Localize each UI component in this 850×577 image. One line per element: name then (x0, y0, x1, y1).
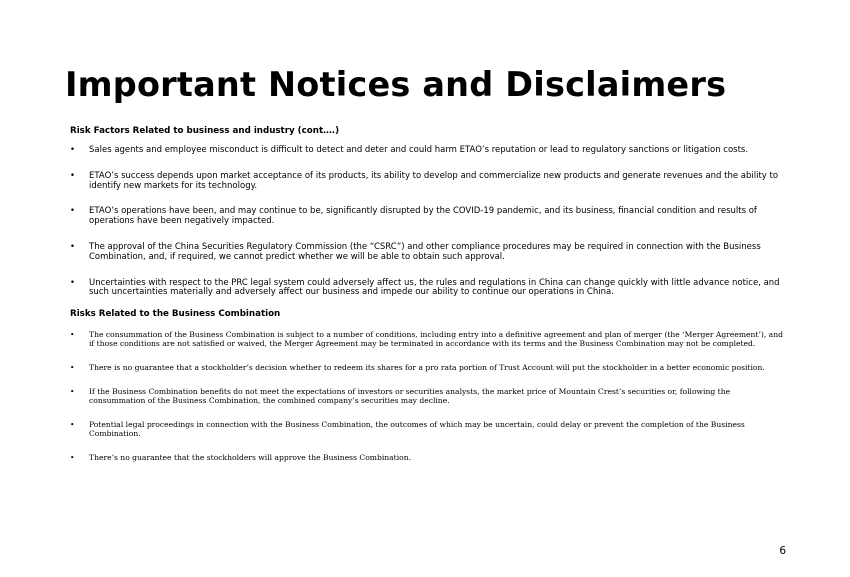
business-combination-risks-section (70, 309, 785, 462)
bullet-marker: • (70, 170, 76, 181)
bullet-text: There is no guarantee that a stockholder’s decision whether to redeem its shares for a pro rata portion of Trust Account will put the stockholder in a better economic position. (89, 362, 765, 372)
bullet-list (70, 146, 785, 298)
slide-content (70, 126, 785, 462)
section-heading: Risks Related to the Business Combination (70, 309, 281, 320)
bullet-marker: • (70, 452, 75, 462)
bullet-text: There’s no guarantee that the stockholders will approve the Business Combination. (89, 452, 412, 462)
bullet-marker: • (70, 206, 76, 217)
bullet-marker: • (70, 419, 75, 429)
bullet-item (70, 388, 785, 406)
bullet-text: If the Business Combination benefits do not meet the expectations of investors or securities analysts, the market price of Mountain Crest’s securities or, following the consummation of the Business Combination, the combined company’s securities may decline. (89, 386, 731, 405)
bullet-marker: • (70, 145, 76, 155)
bullet-marker: • (70, 386, 75, 396)
bullet-text: Potential legal proceedings in connection with the Business Combination, the outcomes of which may be uncertain, could delay or prevent the completion of the Business Combination. (89, 419, 745, 438)
bullet-marker: • (70, 241, 76, 252)
bullet-text: Sales agents and employee misconduct is difficult to detect and deter and could harm ETAO’s reputation or lead to regulatory sanctions or litigation costs. (89, 145, 749, 155)
bullet-item (70, 146, 785, 156)
section-heading: Risk Factors Related to business and industry (cont….) (70, 126, 340, 136)
bullet-item (70, 454, 785, 463)
bullet-text: ETAO’s success depends upon market acceptance of its products, its ability to develop and commercialize new products and generate revenues and the ability to identify new markets for its technology. (89, 170, 779, 191)
risk-factors-business-section (70, 126, 785, 298)
bullet-item (70, 243, 785, 263)
bullet-text: Uncertainties with respect to the PRC legal system could adversely affect us, the rules and regulations in China can change quickly with little advance notice, and such uncertainties materially and adversely affect our business and impede our ability to continue our operations in China. (89, 277, 780, 298)
bullet-marker: • (70, 277, 76, 288)
page-number: 6 (779, 545, 786, 557)
bullet-item (70, 331, 785, 349)
bullet-list (70, 331, 785, 462)
bullet-text: ETAO’s operations have been, and may continue to be, significantly disrupted by the COVID-19 pandemic, and its business, financial condition and results of operations have been negatively impacted. (89, 206, 757, 227)
bullet-item (70, 172, 785, 192)
bullet-item (70, 207, 785, 227)
bullet-marker: • (70, 330, 75, 340)
bullet-text: The approval of the China Securities Regulatory Commission (the “CSRC”) and other compliance procedures may be required in connection with the Business Combination, and, if required, we cannot predict whether we will be able to obtain such approval. (89, 241, 761, 262)
bullet-item (70, 364, 785, 373)
bullet-item (70, 421, 785, 439)
bullet-marker: • (70, 362, 75, 372)
bullet-text: The consummation of the Business Combination is subject to a number of conditions, including entry into a definitive agreement and plan of merger (the ‘Merger Agreement’), and if those conditions are not satisfied or waived, the Merger Agreement may be terminated in accordance with its terms and the Business Combination may not be completed. (89, 330, 783, 349)
slide-title: Important Notices and Disclaimers (65, 65, 727, 104)
bullet-item (70, 279, 785, 299)
